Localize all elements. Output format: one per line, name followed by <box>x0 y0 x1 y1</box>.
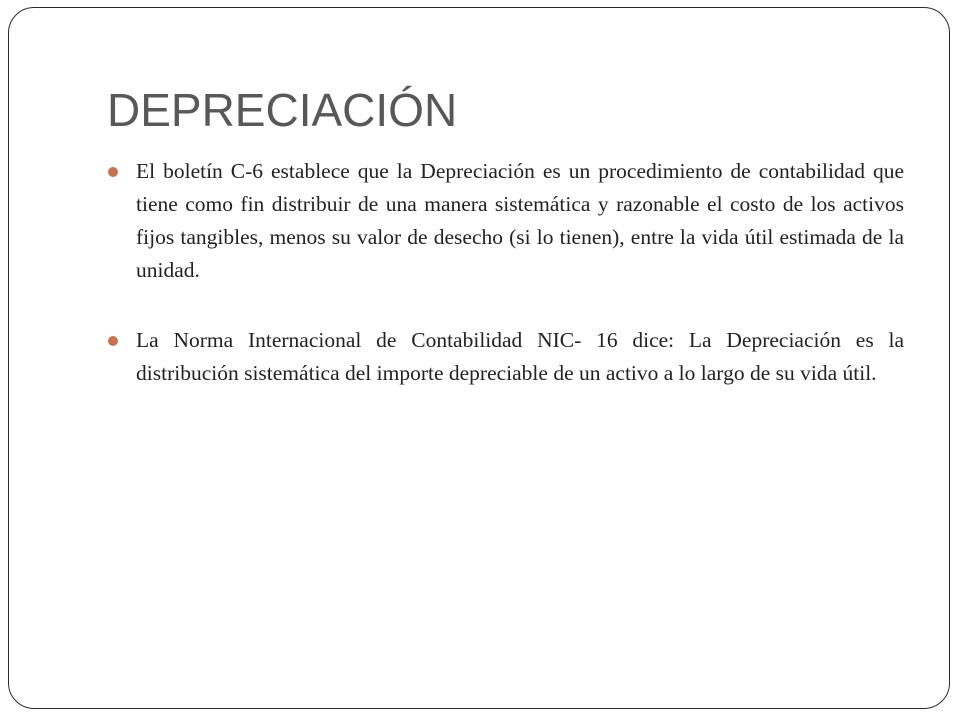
bullet-list <box>108 155 904 427</box>
slide-title: DEPRECIACIÓN <box>107 84 458 136</box>
bullet-dot-icon <box>108 167 118 177</box>
bullet-item <box>108 155 904 287</box>
bullet-text: El boletín C-6 establece que la Depreciación es un procedimiento de contabilidad que tiene como fin distribuir de una manera sistemática y razonable el costo de los activos fijos tangibles, menos su valor de desecho (si lo tienen), entre la vida útil estimada de la unidad. <box>136 159 904 282</box>
bullet-item <box>108 324 904 390</box>
bullet-dot-icon <box>108 336 118 346</box>
bullet-text: La Norma Internacional de Contabilidad NIC- 16 dice: La Depreciación es la distribución sistemática del importe depreciable de un activo a lo largo de su vida útil. <box>136 328 904 385</box>
